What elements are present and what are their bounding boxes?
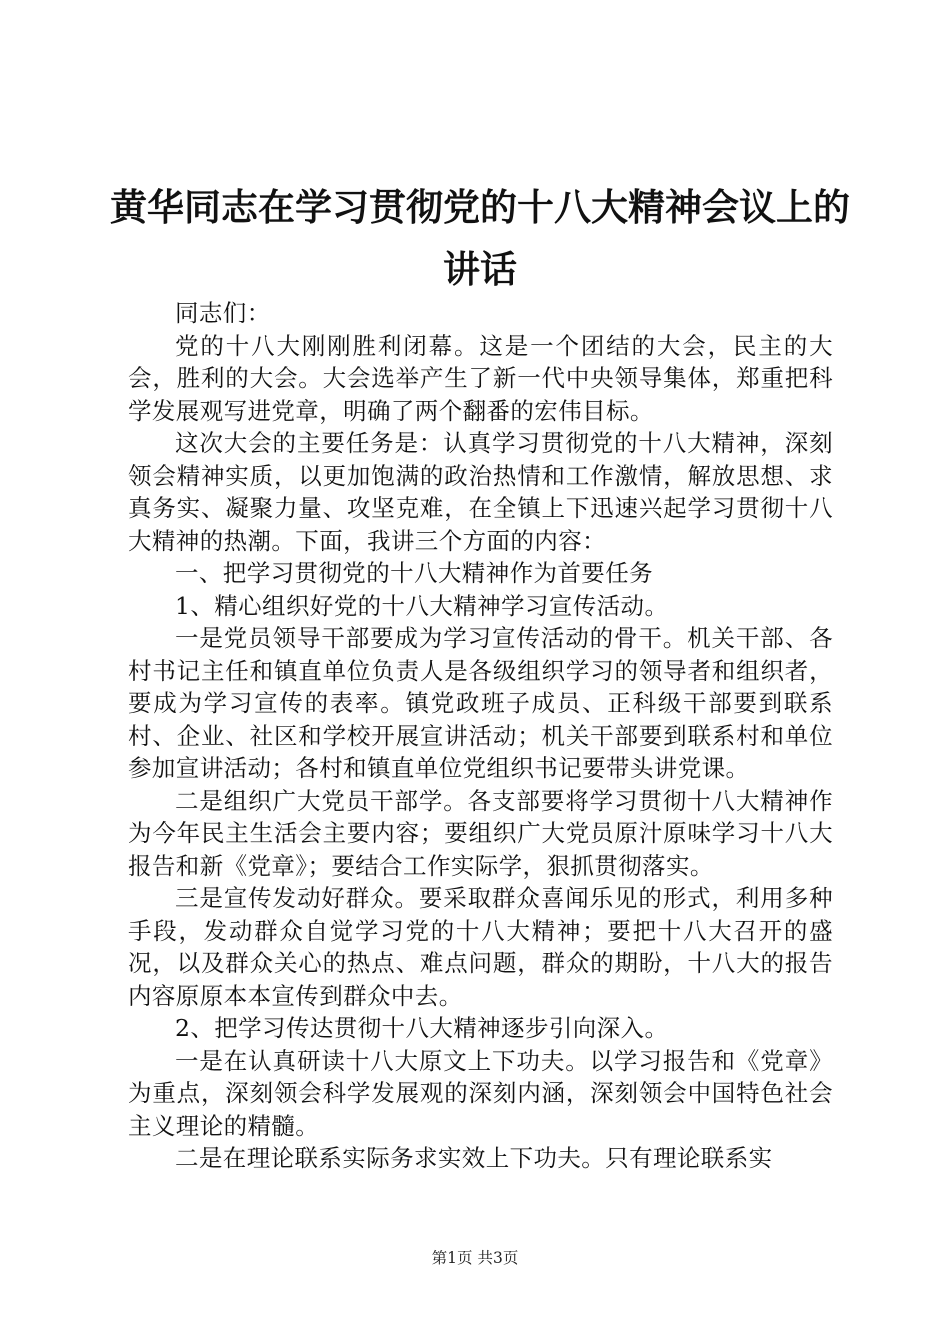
- paragraph: 二是在理论联系实际务求实效上下功夫。只有理论联系实: [175, 1144, 773, 1172]
- document-body: [128, 297, 833, 1175]
- paragraph: 党的十八大刚刚胜利闭幕。这是一个团结的大会，民主的大会，胜利的大会。大会选举产生了新一代中央领导集体，郑重把科学发展观写进党章，明确了两个翻番的宏伟目标。: [128, 331, 833, 425]
- salutation: 同志们：: [175, 299, 271, 327]
- paragraph: 一是在认真研读十八大原文上下功夫。以学习报告和《党章》为重点，深刻领会科学发展观的深刻内涵，深刻领会中国特色社会主义理论的精髓。: [128, 1046, 833, 1140]
- page-footer: 第1页 共3页: [431, 1249, 519, 1267]
- paragraph: 这次大会的主要任务是：认真学习贯彻党的十八大精神，深刻领会精神实质，以更加饱满的政治热情和工作激情，解放思想、求真务实、凝聚力量、攻坚克难，在全镇上下迅速兴起学习贯彻十八大精神的热潮。下面，我讲三个方面的内容：: [128, 429, 833, 555]
- document-title-line-2: 讲话: [443, 248, 517, 291]
- document-title-line-1: 黄华同志在学习贯彻党的十八大精神会议上的: [110, 186, 850, 229]
- subsection-heading: 2、把学习传达贯彻十八大精神逐步引向深入。: [175, 1014, 669, 1042]
- subsection-heading: 1、精心组织好党的十八大精神学习宣传活动。: [175, 591, 669, 620]
- paragraph: 二是组织广大党员干部学。各支部要将学习贯彻十八大精神作为今年民主生活会主要内容；要组织广大党员原汁原味学习十八大报告和新《党章》；要结合工作实际学，狠抓贯彻落实。: [128, 786, 833, 880]
- paragraph: 一是党员领导干部要成为学习宣传活动的骨干。机关干部、各村书记主任和镇直单位负责人是各级组织学习的领导者和组织者，要成为学习宣传的表率。镇党政班子成员、正科级干部要到联系村、企业、社区和学校开展宣讲活动；机关干部要到联系村和单位参加宣讲活动；各村和镇直单位党组织书记要带头讲党课。: [128, 624, 833, 782]
- section-heading: 一、把学习贯彻党的十八大精神作为首要任务: [175, 559, 653, 587]
- paragraph: 三是宣传发动好群众。要采取群众喜闻乐见的形式，利用多种手段，发动群众自觉学习党的十八大精神；要把十八大召开的盛况，以及群众关心的热点、难点问题，群众的期盼，十八大的报告内容原原本本宣传到群众中去。: [128, 884, 833, 1010]
